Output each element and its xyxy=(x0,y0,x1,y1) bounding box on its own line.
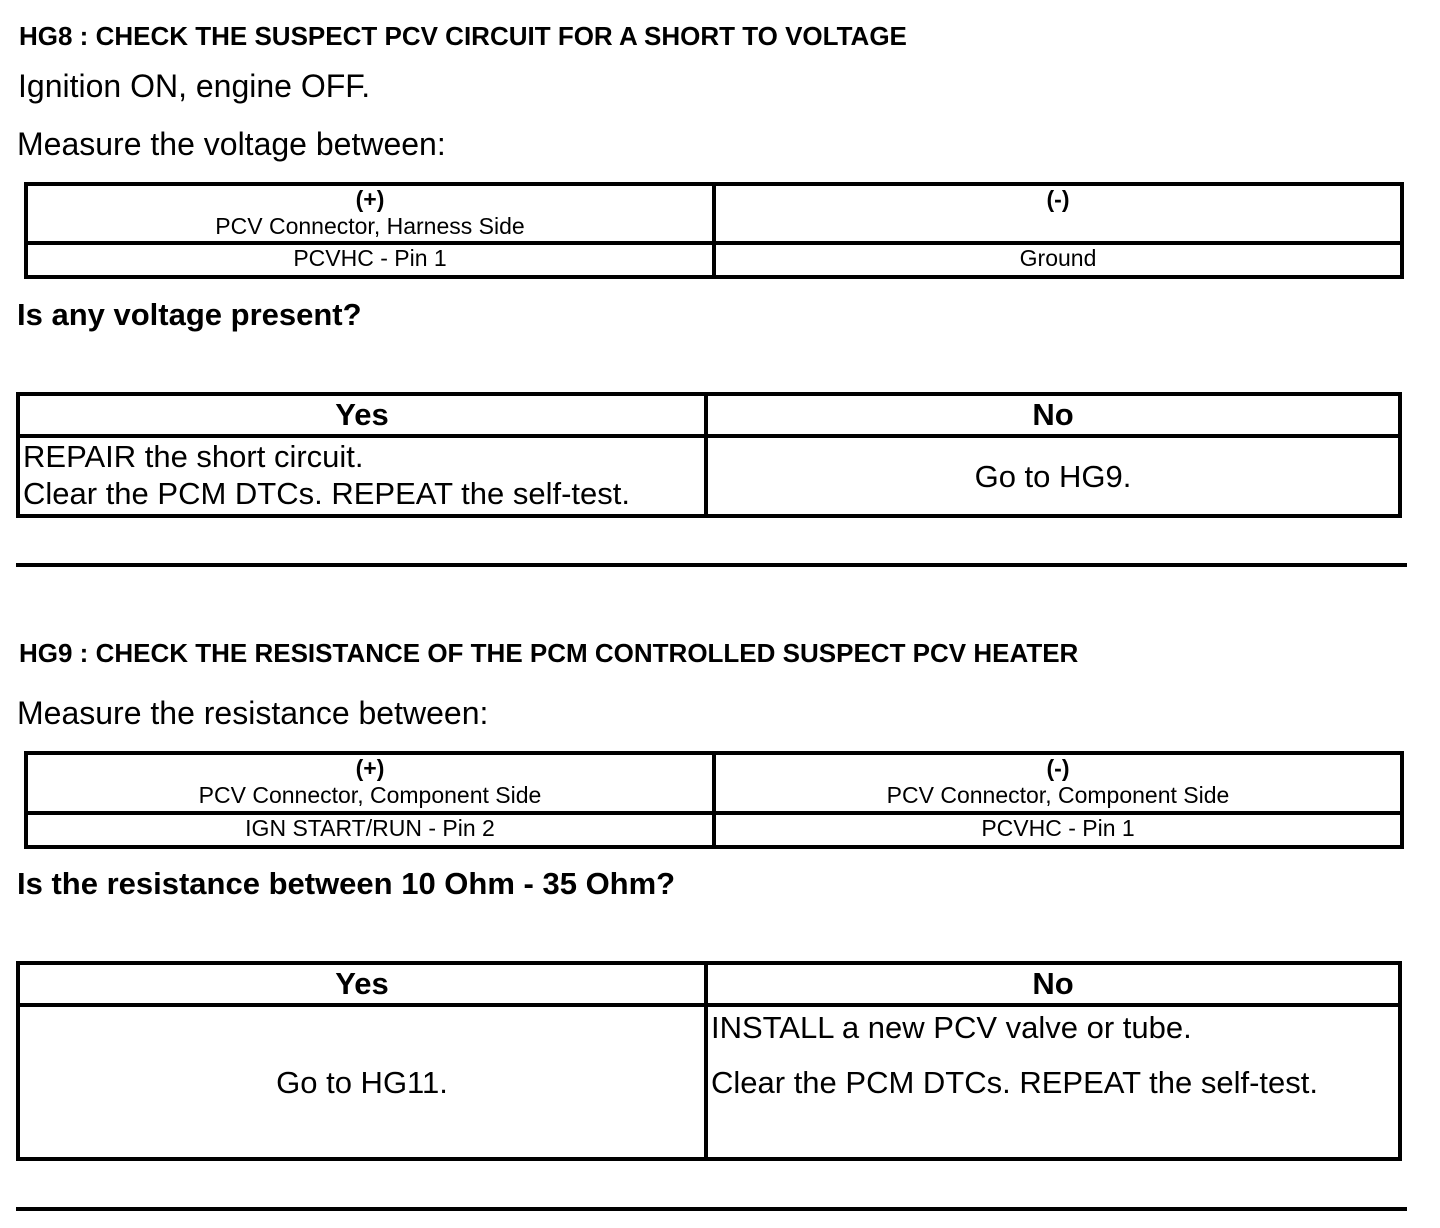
negative-probe-cell xyxy=(714,184,1402,243)
negative-polarity: (-) xyxy=(1046,186,1070,212)
negative-pin: PCVHC - Pin 1 xyxy=(714,813,1402,847)
positive-pin: IGN START/RUN - Pin 2 xyxy=(26,813,714,847)
no-result: Go to HG9. xyxy=(706,436,1400,516)
result-body-row xyxy=(18,436,1400,516)
hg8-condition: Ignition ON, engine OFF. xyxy=(18,68,371,104)
negative-connector: PCV Connector, Component Side xyxy=(886,782,1230,808)
hg8-measurement-table xyxy=(24,182,1404,279)
yes-result: Go to HG11. xyxy=(18,1005,706,1159)
result-header-row xyxy=(18,394,1400,436)
result-header-row xyxy=(18,963,1400,1005)
no-result-line: Clear the PCM DTCs. REPEAT the self-test. xyxy=(711,1065,1318,1100)
hg9-measurement-table xyxy=(24,751,1404,849)
yes-result-line: REPAIR the short circuit. xyxy=(23,439,364,474)
no-header: No xyxy=(706,963,1400,1005)
positive-polarity: (+) xyxy=(355,186,385,212)
positive-polarity: (+) xyxy=(355,755,385,781)
hg8-heading: HG8 : CHECK THE SUSPECT PCV CIRCUIT FOR A SHORT TO VOLTAGE xyxy=(19,21,907,51)
hg8-measure-instruction: Measure the voltage between: xyxy=(17,126,446,162)
negative-probe-cell xyxy=(714,753,1402,813)
positive-connector: PCV Connector, Component Side xyxy=(198,782,542,808)
positive-probe-cell xyxy=(26,753,714,813)
positive-pin: PCVHC - Pin 1 xyxy=(26,243,714,277)
section-divider xyxy=(16,563,1407,567)
measurement-header-row xyxy=(26,753,1402,813)
no-result xyxy=(706,1005,1400,1159)
measurement-pin-row xyxy=(26,813,1402,847)
yes-header: Yes xyxy=(18,394,706,436)
negative-pin: Ground xyxy=(714,243,1402,277)
positive-connector: PCV Connector, Harness Side xyxy=(215,213,525,239)
section-divider xyxy=(16,1207,1407,1211)
no-header: No xyxy=(706,394,1400,436)
hg9-measure-instruction: Measure the resistance between: xyxy=(17,695,489,731)
hg8-question: Is any voltage present? xyxy=(17,297,362,332)
no-result-line: INSTALL a new PCV valve or tube. xyxy=(711,1010,1192,1045)
positive-probe-cell xyxy=(26,184,714,243)
negative-polarity: (-) xyxy=(1046,755,1070,781)
yes-result-line: Clear the PCM DTCs. REPEAT the self-test. xyxy=(23,476,630,511)
measurement-pin-row xyxy=(26,243,1402,277)
hg9-question: Is the resistance between 10 Ohm - 35 Ohm? xyxy=(17,866,676,901)
hg9-result-table xyxy=(16,961,1402,1161)
yes-header: Yes xyxy=(18,963,706,1005)
measurement-header-row xyxy=(26,184,1402,243)
result-body-row xyxy=(18,1005,1400,1159)
yes-result xyxy=(18,436,706,516)
hg8-result-table xyxy=(16,392,1402,518)
hg9-heading: HG9 : CHECK THE RESISTANCE OF THE PCM CONTROLLED SUSPECT PCV HEATER xyxy=(19,638,1079,668)
